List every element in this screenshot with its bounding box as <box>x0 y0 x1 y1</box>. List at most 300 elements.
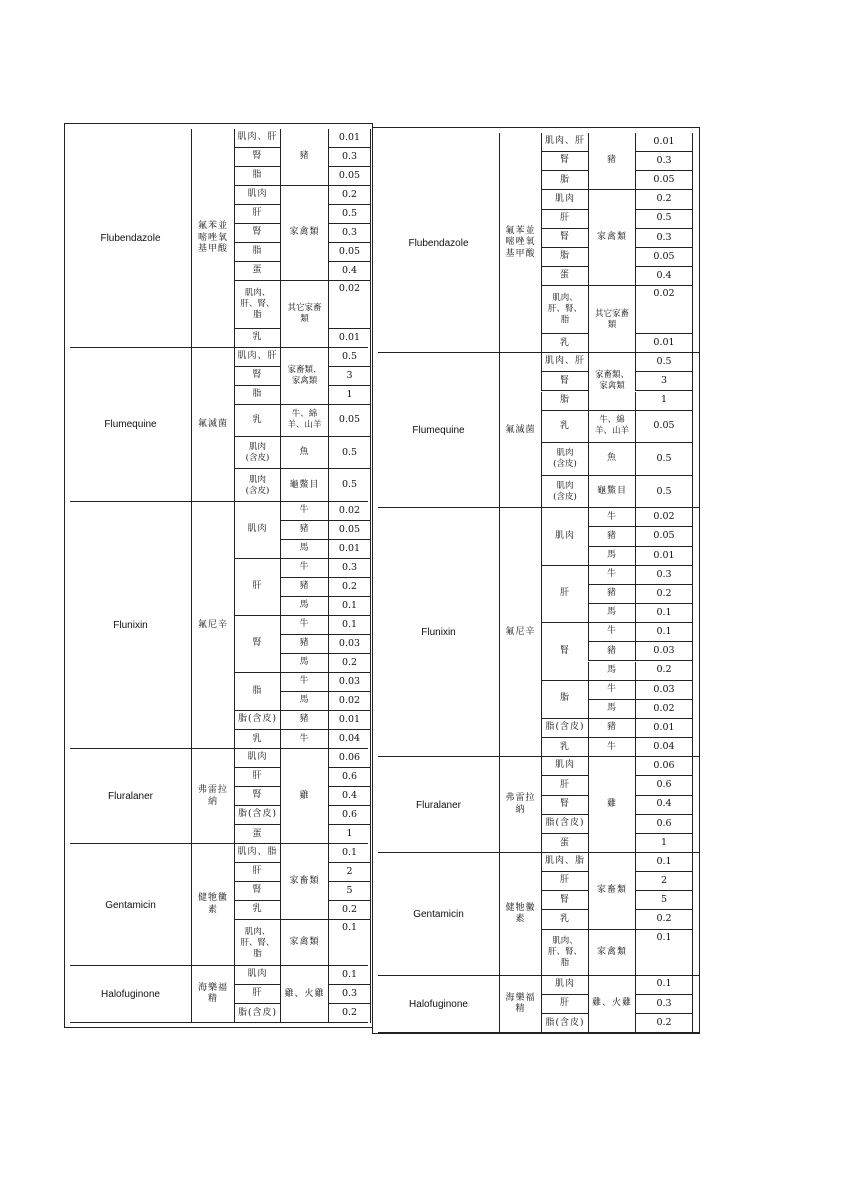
mrl-value-text: 0.05 <box>338 523 361 535</box>
tissue-cell <box>234 787 280 806</box>
tissue-cell <box>541 476 588 509</box>
species-cell-text: 馬 <box>606 607 617 618</box>
drug-name-text: Flumequine <box>412 425 465 437</box>
tissue-cell <box>541 681 588 719</box>
mrl-value-text: 0.2 <box>341 904 358 916</box>
tissue-cell <box>541 815 588 834</box>
mrl-value-text: 0.02 <box>653 702 675 714</box>
species-cell <box>280 578 328 597</box>
mrl-value-text: 0.2 <box>341 1007 358 1019</box>
table-grid <box>70 129 368 1023</box>
mrl-value-text: 5 <box>660 894 668 906</box>
mrl-value <box>328 711 370 730</box>
tissue-cell <box>234 243 280 262</box>
tissue-cell-text: 脂 <box>252 685 263 696</box>
mrl-value <box>328 730 370 749</box>
species-cell <box>280 540 328 559</box>
drug-block <box>378 353 699 508</box>
mrl-value-text: 0.5 <box>341 350 358 362</box>
column-divider <box>370 844 371 966</box>
tissue-cell-text: 乳 <box>252 904 263 915</box>
species-cell <box>588 662 635 681</box>
species-cell-text: 雞、火雞 <box>591 998 632 1009</box>
tissue-cell-text: 肌肉 <box>554 978 575 989</box>
mrl-value <box>635 527 692 546</box>
drug-name-text: Gentamicin <box>413 908 464 920</box>
mrl-value <box>635 566 692 585</box>
species-cell-text: 馬 <box>606 664 617 675</box>
mrl-value-text: 0.2 <box>341 188 358 200</box>
species-cell-text: 其它家畜 類 <box>594 308 629 330</box>
mrl-value <box>635 476 692 509</box>
tissue-cell-text: 脂 <box>252 246 263 257</box>
species-cell <box>280 502 328 521</box>
drug-name-zh-text: 健牠黴 素 <box>505 902 536 925</box>
tissue-cell-text: 肝 <box>559 212 570 223</box>
mrl-value-text: 0.3 <box>656 155 672 167</box>
tissue-cell <box>541 891 588 910</box>
tissue-cell-text: 脂(含皮) <box>237 714 278 725</box>
species-cell <box>280 730 328 749</box>
species-cell <box>280 635 328 654</box>
mrl-value <box>328 1004 370 1023</box>
tissue-cell <box>234 863 280 882</box>
mrl-value <box>328 243 370 262</box>
drug-name-text: Flubendazole <box>408 237 469 249</box>
species-cell-text: 其它家畜 類 <box>287 303 322 325</box>
tissue-cell-text: 蛋 <box>559 270 570 281</box>
mrl-value-text: 0.1 <box>656 931 672 943</box>
tissue-cell <box>234 559 280 616</box>
mrl-value <box>328 348 370 367</box>
drug-name-zh-text: 健牠黴 素 <box>197 893 228 916</box>
species-cell-text: 家禽類 <box>596 231 627 242</box>
species-cell <box>588 190 635 286</box>
mrl-value-text: 0.5 <box>341 207 358 219</box>
tissue-cell <box>234 920 280 966</box>
drug-block <box>70 749 368 844</box>
species-cell-text: 豬 <box>606 530 617 541</box>
species-cell <box>280 966 328 1023</box>
mrl-value-text: 3 <box>346 369 353 381</box>
column-divider <box>370 348 371 502</box>
tissue-cell-text: 肝 <box>559 997 570 1008</box>
tissue-cell <box>234 281 280 329</box>
mrl-value-text: 0.01 <box>338 542 361 554</box>
mrl-value-text: 1 <box>660 394 668 406</box>
tissue-cell <box>541 210 588 229</box>
mrl-value <box>635 662 692 681</box>
tissue-cell <box>234 616 280 673</box>
tissue-cell <box>234 985 280 1004</box>
species-cell-text: 家畜類 <box>289 875 320 886</box>
tissue-cell <box>234 966 280 985</box>
mrl-value-text: 0.4 <box>656 798 672 810</box>
tissue-cell <box>541 286 588 334</box>
drug-name-text: Halofuginone <box>101 988 160 1000</box>
mrl-value <box>635 891 692 910</box>
mrl-value-text: 0.01 <box>338 713 361 725</box>
tissue-cell <box>234 749 280 768</box>
mrl-value-text: 0.1 <box>656 978 672 990</box>
tissue-cell <box>541 508 588 565</box>
tissue-cell-text: 乳 <box>559 420 570 431</box>
mrl-value <box>328 578 370 597</box>
mrl-value <box>635 152 692 171</box>
drug-block <box>70 348 368 502</box>
mrl-value-text: 0.03 <box>338 637 361 649</box>
column-divider <box>370 129 371 348</box>
column-divider <box>370 749 371 844</box>
mrl-value-text: 0.06 <box>653 760 675 772</box>
tissue-cell <box>234 844 280 863</box>
species-cell-text: 牛 <box>606 683 617 694</box>
drug-name-zh-text: 氟滅菌 <box>505 424 536 435</box>
tissue-cell <box>234 129 280 148</box>
column-divider <box>370 502 371 749</box>
mrl-value <box>328 825 370 844</box>
species-cell-text: 牛 <box>299 733 310 744</box>
mrl-value <box>635 411 692 444</box>
tissue-cell <box>541 623 588 680</box>
mrl-value <box>328 597 370 616</box>
species-cell-text: 豬 <box>299 151 310 162</box>
mrl-value <box>635 681 692 700</box>
drug-name-text: Fluralaner <box>415 799 462 811</box>
drug-name <box>378 976 499 1033</box>
mrl-value <box>328 692 370 711</box>
tissue-cell <box>541 834 588 853</box>
mrl-value <box>328 863 370 882</box>
column-divider <box>692 976 693 1033</box>
species-cell-text: 豬 <box>606 722 617 733</box>
tissue-cell-text: 肝 <box>252 771 263 782</box>
species-cell-text: 馬 <box>299 543 310 553</box>
tissue-cell <box>541 133 588 152</box>
mrl-value-text: 0.01 <box>653 135 675 147</box>
drug-block <box>378 508 699 757</box>
tissue-cell <box>541 910 588 929</box>
species-cell <box>280 186 328 281</box>
drug-name-text: Fluralaner <box>107 791 154 803</box>
species-cell <box>588 353 635 410</box>
species-cell <box>280 559 328 578</box>
mrl-value <box>635 815 692 834</box>
drug-name-zh-text: 弗雷拉 納 <box>505 793 536 816</box>
mrl-value-text: 0.06 <box>338 751 361 763</box>
species-cell <box>280 281 328 348</box>
tissue-cell <box>541 930 588 976</box>
tissue-cell-text: 肌肉、脂 <box>544 856 585 867</box>
mrl-value-text: 3 <box>660 375 668 387</box>
species-cell-text: 牛、綿 羊、山羊 <box>287 409 322 431</box>
mrl-value <box>635 995 692 1014</box>
tissue-cell <box>541 719 588 738</box>
tissue-cell <box>541 1014 588 1033</box>
mrl-value <box>328 386 370 405</box>
species-cell-text: 家禽類 <box>289 937 320 948</box>
tissue-cell-text: 脂(含皮) <box>237 1007 278 1018</box>
mrl-value <box>328 281 370 329</box>
mrl-value <box>328 654 370 673</box>
mrl-value <box>635 267 692 286</box>
mrl-value <box>635 353 692 372</box>
tissue-cell-text: 腎 <box>252 885 263 896</box>
tissue-cell-text: 肌肉、 肝、腎、 脂 <box>240 926 275 959</box>
drug-name-zh <box>499 508 541 757</box>
tissue-cell <box>541 872 588 891</box>
species-cell <box>588 585 635 604</box>
drug-name-zh-text: 氟尼辛 <box>505 626 536 637</box>
tissue-cell <box>234 437 280 469</box>
tissue-cell-text: 腎 <box>559 894 570 905</box>
species-cell <box>588 623 635 642</box>
tissue-cell-text: 腎 <box>252 227 263 238</box>
species-cell <box>280 920 328 966</box>
tissue-cell-text: 肌肉、 肝、腎、 脂 <box>547 293 582 326</box>
mrl-value <box>328 616 370 635</box>
drug-block <box>70 502 368 749</box>
tissue-cell <box>541 267 588 286</box>
tissue-cell <box>541 171 588 190</box>
tissue-cell-text: 乳 <box>559 337 570 348</box>
species-cell <box>588 681 635 700</box>
mrl-value-text: 1 <box>346 388 353 400</box>
mrl-value-text: 1 <box>660 837 668 849</box>
mrl-value <box>635 508 692 527</box>
column-divider <box>692 353 693 508</box>
tissue-cell-text: 肌肉 (含皮) <box>553 447 577 469</box>
tissue-cell <box>541 853 588 872</box>
tissue-cell <box>234 167 280 186</box>
drug-name-zh <box>499 133 541 353</box>
species-cell-text: 牛 <box>299 504 310 515</box>
mrl-value-text: 0.5 <box>341 479 358 491</box>
tissue-cell-text: 肌肉、肝 <box>544 136 585 147</box>
tissue-cell-text: 肌肉 <box>247 969 268 980</box>
drug-name <box>70 502 191 749</box>
mrl-value-text: 0.5 <box>656 212 672 224</box>
drug-name-zh-text: 氟苯並 嘧唑氧 基甲酸 <box>505 225 536 259</box>
species-cell <box>588 976 635 1033</box>
species-cell <box>588 604 635 623</box>
mrl-value <box>328 768 370 787</box>
tissue-cell-text: 脂(含皮) <box>545 817 585 828</box>
tissue-cell-text: 肌肉 <box>554 530 575 541</box>
drug-name-text: Flunixin <box>113 619 148 631</box>
tissue-cell-text: 肌肉 <box>247 752 268 763</box>
mrl-value <box>328 673 370 692</box>
drug-name-zh <box>191 844 234 966</box>
mrl-value-text: 0.2 <box>656 1017 672 1029</box>
mrl-value-text: 0.02 <box>338 694 361 706</box>
mrl-value-text: 0.6 <box>656 779 672 791</box>
tissue-cell-text: 肝 <box>252 208 263 219</box>
tissue-cell <box>234 825 280 844</box>
species-cell <box>588 853 635 930</box>
tissue-cell-text: 蛋 <box>252 828 263 839</box>
mrl-value <box>635 757 692 776</box>
species-cell <box>588 930 635 976</box>
tissue-cell <box>541 738 588 757</box>
drug-name-text: Flunixin <box>421 627 456 639</box>
tissue-cell-text: 腎 <box>559 155 570 166</box>
right-mrl-table <box>372 127 700 1034</box>
mrl-value <box>635 853 692 872</box>
mrl-value <box>328 148 370 167</box>
tissue-cell-text: 肌肉、脂 <box>237 847 278 858</box>
tissue-cell <box>541 976 588 995</box>
species-cell-text: 牛 <box>299 562 310 573</box>
mrl-value <box>635 585 692 604</box>
tissue-cell-text: 腎 <box>559 645 570 656</box>
mrl-value <box>635 190 692 209</box>
mrl-value <box>328 559 370 578</box>
mrl-value-text: 0.03 <box>338 675 361 687</box>
mrl-value-text: 0.05 <box>338 245 361 257</box>
mrl-value-text: 0.6 <box>341 808 358 820</box>
tissue-cell <box>541 248 588 267</box>
species-cell <box>280 405 328 437</box>
tissue-cell-text: 肌肉、 肝、腎、 脂 <box>240 287 275 320</box>
species-cell-text: 家畜類、 家禽類 <box>287 364 322 386</box>
tissue-cell <box>234 711 280 730</box>
species-cell-text: 牛 <box>606 511 617 522</box>
mrl-value <box>328 920 370 966</box>
mrl-value-text: 0.01 <box>338 131 361 143</box>
species-cell <box>280 673 328 692</box>
mrl-value <box>328 882 370 901</box>
mrl-value-text: 0.01 <box>338 332 361 344</box>
tissue-cell <box>234 329 280 348</box>
drug-block <box>378 133 699 353</box>
drug-name <box>70 129 191 348</box>
tissue-cell-text: 乳 <box>252 733 263 744</box>
tissue-cell-text: 肌肉 <box>247 524 268 534</box>
column-divider <box>370 966 371 1023</box>
tissue-cell <box>541 372 588 391</box>
tissue-cell-text: 蛋 <box>559 837 570 848</box>
tissue-cell-text: 腎 <box>252 638 263 649</box>
species-cell <box>280 711 328 730</box>
mrl-value-text: 0.1 <box>656 626 672 638</box>
species-cell <box>280 616 328 635</box>
mrl-value <box>635 248 692 267</box>
species-cell <box>588 700 635 719</box>
tissue-cell <box>541 229 588 248</box>
mrl-value-text: 0.2 <box>656 193 672 205</box>
mrl-value <box>328 502 370 521</box>
species-cell-text: 牛 <box>299 676 310 687</box>
tissue-cell <box>234 901 280 920</box>
tissue-cell-text: 肝 <box>252 581 263 592</box>
mrl-value-text: 2 <box>346 866 353 878</box>
tissue-cell <box>541 392 588 411</box>
drug-name-zh <box>499 353 541 508</box>
mrl-value-text: 0.1 <box>656 606 672 618</box>
drug-block <box>378 853 699 976</box>
drug-block <box>70 844 368 966</box>
mrl-value <box>328 521 370 540</box>
species-cell-text: 豬 <box>299 714 310 725</box>
tissue-cell <box>234 348 280 367</box>
column-divider <box>692 853 693 976</box>
mrl-value-text: 0.05 <box>653 250 675 262</box>
mrl-value <box>635 872 692 891</box>
species-cell <box>280 521 328 540</box>
mrl-value-text: 0.3 <box>341 226 358 238</box>
species-cell-text: 魚 <box>606 453 617 464</box>
mrl-value <box>635 547 692 566</box>
mrl-value <box>635 623 692 642</box>
mrl-value <box>328 635 370 654</box>
mrl-value-text: 0.01 <box>653 721 675 733</box>
tissue-cell-text: 肌肉 <box>247 189 268 200</box>
mrl-value-text: 0.5 <box>656 485 672 497</box>
species-cell-text: 龜鱉目 <box>289 479 320 490</box>
tissue-cell-text: 肌肉 (含皮) <box>245 441 270 463</box>
mrl-value-text: 0.02 <box>338 504 361 516</box>
mrl-value-text: 0.05 <box>338 414 361 426</box>
drug-name-zh-text: 海樂福 精 <box>505 992 536 1015</box>
tissue-cell <box>234 262 280 281</box>
species-cell <box>588 286 635 353</box>
tissue-cell <box>541 190 588 209</box>
drug-block <box>378 757 699 853</box>
drug-name-text: Flumequine <box>104 419 157 431</box>
mrl-value-text: 0.5 <box>656 356 672 368</box>
mrl-value <box>635 910 692 929</box>
column-divider <box>692 133 693 353</box>
species-cell <box>588 738 635 757</box>
drug-block <box>378 976 699 1033</box>
mrl-value <box>635 738 692 757</box>
species-cell-text: 豬 <box>606 645 617 656</box>
left-mrl-table <box>64 123 373 1028</box>
tissue-cell <box>234 148 280 167</box>
mrl-value <box>328 367 370 386</box>
tissue-cell <box>234 469 280 501</box>
mrl-value-text: 0.3 <box>341 561 358 573</box>
drug-name-zh-text: 弗雷拉 納 <box>197 784 228 807</box>
mrl-value-text: 0.1 <box>341 618 358 630</box>
tissue-cell-text: 肌肉、 肝、腎、 脂 <box>547 936 582 969</box>
tissue-cell <box>541 411 588 444</box>
mrl-value-text: 0.1 <box>341 599 358 611</box>
drug-name-zh-text: 氟尼辛 <box>197 619 228 630</box>
drug-name <box>378 133 499 353</box>
species-cell-text: 牛 <box>606 568 617 579</box>
species-cell <box>588 642 635 661</box>
tissue-cell <box>541 152 588 171</box>
tissue-cell <box>541 443 588 476</box>
mrl-value-text: 5 <box>346 885 353 897</box>
mrl-value <box>328 749 370 768</box>
mrl-value <box>635 210 692 229</box>
mrl-value-text: 0.01 <box>653 549 675 561</box>
tissue-cell-text: 脂 <box>252 170 263 181</box>
drug-name <box>70 348 191 502</box>
tissue-cell-text: 蛋 <box>252 265 263 276</box>
mrl-value <box>635 334 692 353</box>
mrl-value-text: 0.3 <box>341 987 358 999</box>
species-cell <box>588 411 635 444</box>
mrl-value <box>635 286 692 334</box>
mrl-value <box>635 171 692 190</box>
mrl-value <box>635 834 692 853</box>
mrl-value-text: 0.4 <box>341 789 358 801</box>
mrl-value <box>328 437 370 469</box>
